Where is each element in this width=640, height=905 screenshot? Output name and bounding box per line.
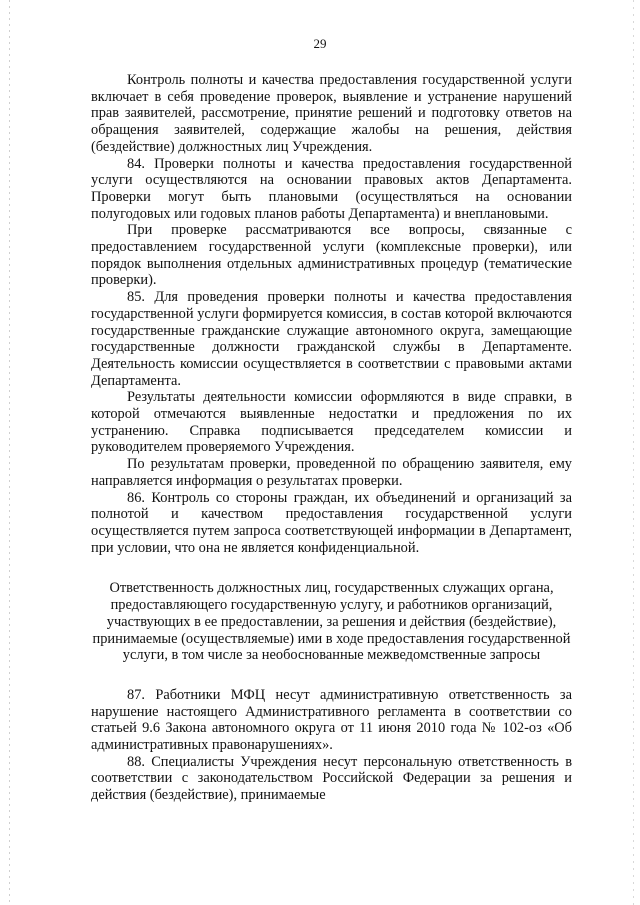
paragraph-85: 85. Для проведения проверки полноты и качества предоставления государственной услуги формируется комиссия, в состав которой включаются государственные гражданские служащие автономного округа, замещающие государственные должности гражданской службы в Департаменте. Деятельность комиссии осуществляется в соответствии с правовыми актами Департамента.	[91, 289, 572, 389]
paragraph-inspection-info: По результатам проверки, проведенной по обращению заявителя, ему направляется информация о результатах проверки.	[91, 456, 572, 489]
paragraph-control-scope: Контроль полноты и качества предоставления государственной услуги включает в себя проведение проверок, выявление и устранение нарушений прав заявителей, рассмотрение, принятие решений и подготовку ответов на обращения заявителей, содержащие жалобы на решения, действия (бездействие) должностных лиц Учреждения.	[91, 72, 572, 155]
document-body	[91, 72, 572, 804]
paragraph-86: 86. Контроль со стороны граждан, их объединений и организаций за полнотой и качеством предоставления государственной услуги осуществляется путем запроса соответствующей информации в Департамент, при условии, что она не является конфиденциальной.	[91, 489, 572, 556]
paragraph-84: 84. Проверки полноты и качества предоставления государственной услуги осуществляются на основании правовых актов Департамента. Проверки могут быть плановыми (осуществляться на основании полугодовых или годовых планов работы Департамента) и внеплановыми.	[91, 155, 572, 222]
scan-edge-right	[633, 0, 634, 905]
paragraph-commission-results: Результаты деятельности комиссии оформляются в виде справки, в которой отмечаются выявленные недостатки и предложения по их устранению. Справка подписывается председателем комиссии и руководителем проверяемого Учреждения.	[91, 389, 572, 456]
scan-edge-left	[9, 0, 10, 905]
section-heading: Ответственность должностных лиц, государственных служащих органа, предоставляющего государственную услугу, и работников организаций, участвующих в ее предоставлении, за решения и действия (бездействие), принимаемые (осуществляемые) ими в ходе предоставления государственной услуги, в том числе за необоснованные межведомственные запросы	[92, 580, 571, 664]
paragraph-87: 87. Работники МФЦ несут административную ответственность за нарушение настоящего Административного регламента в соответствии со статьей 9.6 Закона автономного округа от 11 июня 2010 года № 102-оз «Об административных правонарушениях».	[91, 686, 572, 754]
paragraph-inspection-questions: При проверке рассматриваются все вопросы, связанные с предоставлением государственной услуги (комплексные проверки), или порядок выполнения отдельных административных процедур (тематические проверки).	[91, 222, 572, 289]
page-number: 29	[313, 36, 327, 51]
paragraph-88: 88. Специалисты Учреждения несут персональную ответственность в соответствии с законодательством Российской Федерации за решения и действия (бездействие), принимаемые	[91, 753, 572, 804]
